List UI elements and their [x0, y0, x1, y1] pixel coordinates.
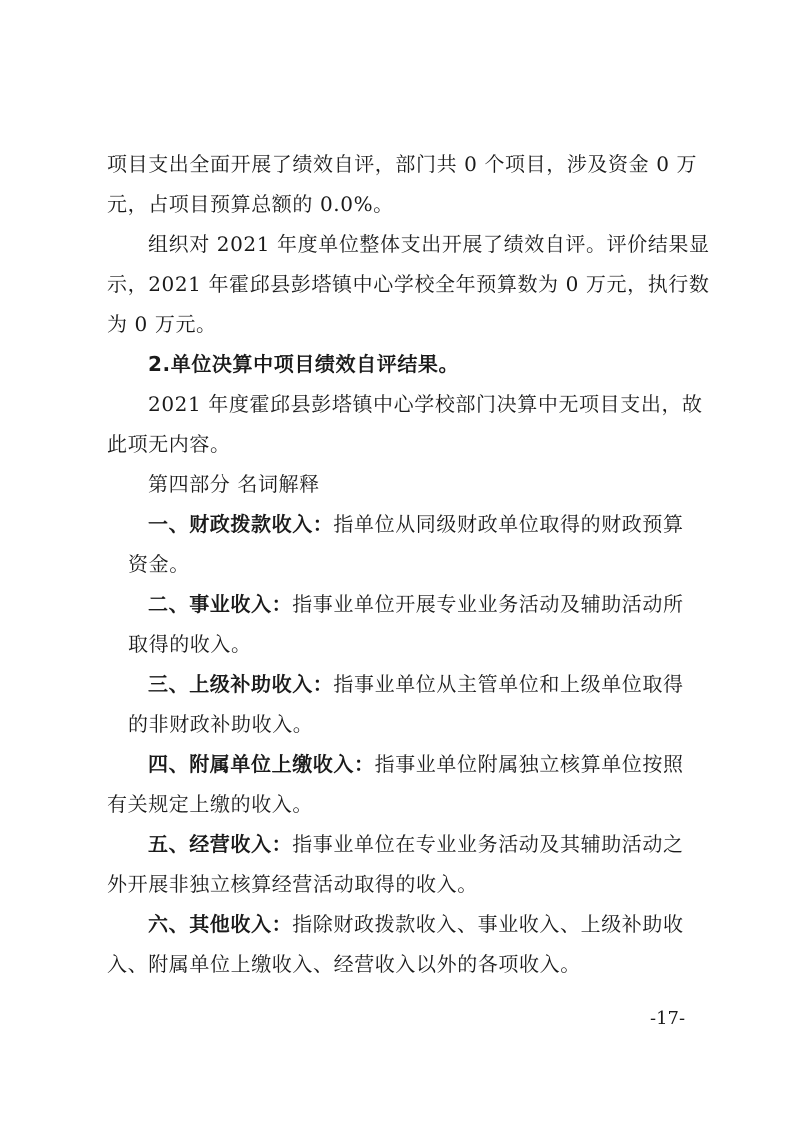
- paragraph-line: 2021 年度霍邱县彭塔镇中心学校部门决算中无项目支出，故: [148, 392, 703, 416]
- term-definition-continued: 资金。: [128, 552, 190, 576]
- term-definition-continued: 外开展非独立核算经营活动取得的收入。: [107, 872, 478, 896]
- term-label: 二、事业收入：: [148, 592, 293, 616]
- term-label: 三、上级补助收入：: [148, 672, 334, 696]
- section-heading: 2.单位决算中项目绩效自评结果。: [148, 352, 460, 376]
- term-entry: [148, 832, 684, 856]
- term-definition: 指除财政拨款收入、事业收入、上级补助收: [292, 912, 684, 936]
- term-definition: 指单位从同级财政单位取得的财政预算: [333, 512, 684, 536]
- page-number: -17-: [650, 1008, 686, 1029]
- term-label: 一、财政拨款收入：: [148, 512, 334, 536]
- paragraph-line: 示，2021 年霍邱县彭塔镇中心学校全年预算数为 0 万元，执行数: [107, 272, 710, 296]
- term-definition: 指事业单位开展专业业务活动及辅助活动所: [292, 592, 684, 616]
- term-definition: 指事业单位在专业业务活动及其辅助活动之: [292, 832, 684, 856]
- part-heading: 第四部分 名词解释: [148, 472, 320, 496]
- paragraph-line: 项目支出全面开展了绩效自评，部门共 0 个项目，涉及资金 0 万: [107, 152, 698, 176]
- term-entry: [148, 912, 684, 936]
- paragraph-line: 此项无内容。: [107, 432, 231, 456]
- term-label: 六、其他收入：: [148, 912, 293, 936]
- paragraph-line: 为 0 万元。: [107, 312, 217, 336]
- term-definition-continued: 的非财政补助收入。: [128, 712, 314, 736]
- term-definition: 指事业单位从主管单位和上级单位取得: [333, 672, 684, 696]
- term-definition-continued: 有关规定上缴的收入。: [107, 792, 313, 816]
- paragraph-line: 组织对 2021 年度单位整体支出开展了绩效自评。评价结果显: [148, 232, 710, 256]
- term-entry: [148, 752, 684, 776]
- term-definition-continued: 入、附属单位上缴收入、经营收入以外的各项收入。: [107, 952, 581, 976]
- term-label: 五、经营收入：: [148, 832, 293, 856]
- paragraph-line: 元，占项目预算总额的 0.0%。: [107, 192, 394, 216]
- term-entry: [148, 672, 684, 696]
- term-definition: 指事业单位附属独立核算单位按照: [374, 752, 684, 776]
- term-entry: [148, 592, 684, 616]
- term-label: 四、附属单位上缴收入：: [148, 752, 375, 776]
- term-definition-continued: 取得的收入。: [128, 632, 252, 656]
- term-entry: [148, 512, 684, 536]
